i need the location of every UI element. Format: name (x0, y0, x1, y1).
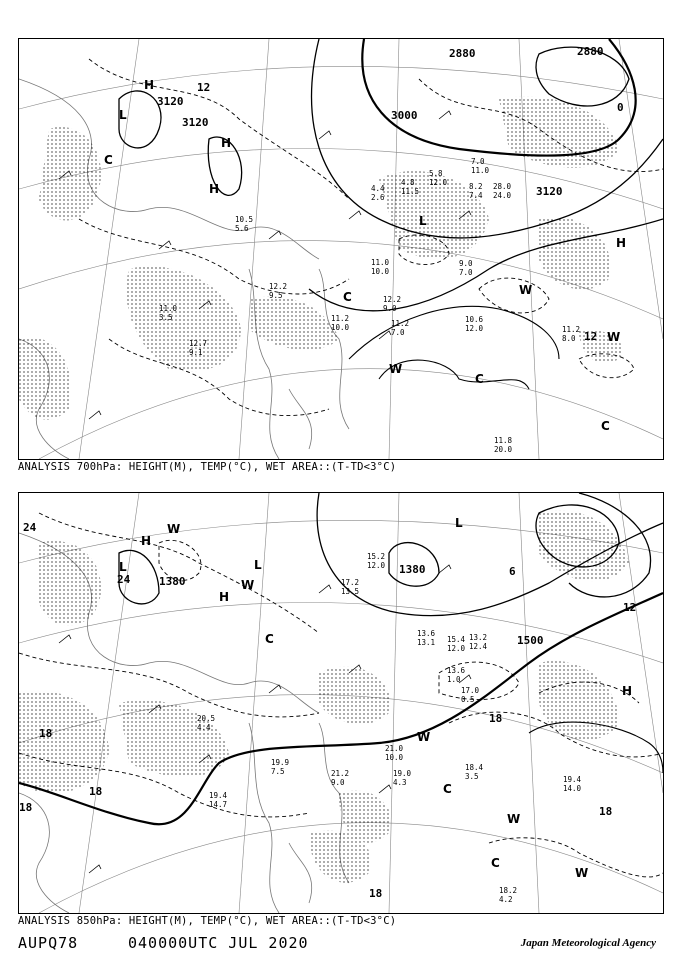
station-temp: 20.5 (197, 714, 216, 723)
station-dewpoint: 12.0 (367, 561, 386, 570)
station-dewpoint: 13.5 (341, 587, 360, 596)
contour-label: 2880 (449, 47, 476, 60)
station-temp: 10.6 (465, 315, 484, 324)
station-dewpoint: 4.3 (393, 778, 407, 787)
station-temp: 19.4 (563, 775, 582, 784)
wind-barbs (59, 565, 471, 873)
station-temp: 17.2 (341, 578, 360, 587)
contour-label: 1380 (399, 563, 426, 576)
contour-label: 1500 (517, 634, 544, 647)
low-marker: L (419, 214, 427, 228)
cold-marker: C (265, 632, 274, 646)
station-dewpoint: 24.0 (493, 191, 512, 200)
isotherm-label: 6 (509, 565, 516, 578)
bulletin-identifier: AUPQ78 (18, 934, 79, 952)
station-dewpoint: 14.0 (563, 784, 582, 793)
isotherm-label: 18 (89, 785, 103, 798)
station-temp: 21.2 (331, 769, 350, 778)
warm-marker: W (607, 330, 621, 344)
high-marker: H (221, 136, 232, 150)
wind-barbs (59, 111, 471, 419)
station-temp: 12.2 (269, 282, 288, 291)
station-temp: 9.0 (459, 259, 473, 268)
station-dewpoint: 9.0 (331, 778, 345, 787)
contour-label: 3120 (182, 116, 209, 129)
warm-marker: W (241, 578, 255, 592)
cold-marker: C (601, 419, 610, 433)
station-dewpoint: 9.5 (269, 291, 283, 300)
station-dewpoint: 12.0 (447, 644, 466, 653)
station-temp: 11.2 (331, 314, 350, 323)
station-dewpoint: 5.6 (235, 224, 249, 233)
station-temp: 15.4 (447, 635, 466, 644)
station-dewpoint: 7.5 (271, 767, 285, 776)
station-dewpoint: 11.0 (471, 166, 490, 175)
wet-areas (19, 510, 629, 882)
contour-label: 1380 (159, 575, 186, 588)
station-temp: 17.0 (461, 686, 480, 695)
station-dewpoint: 0.5 (461, 695, 475, 704)
contour-label: 3120 (536, 185, 563, 198)
low-marker: L (455, 516, 463, 530)
station-dewpoint: 13.1 (417, 638, 436, 647)
analysis-map-850hpa (18, 492, 664, 914)
high-marker: H (209, 182, 220, 196)
isotherm-label: 18 (489, 712, 503, 725)
station-temp: 11.0 (159, 304, 178, 313)
contour-label: 3120 (157, 95, 184, 108)
station-dewpoint: 4.4 (197, 723, 211, 732)
station-temp: 7.0 (471, 157, 485, 166)
station-dewpoint: 2.6 (371, 193, 385, 202)
cold-marker: C (475, 372, 484, 386)
station-temp: 19.0 (393, 769, 412, 778)
cold-marker: C (343, 290, 352, 304)
station-dewpoint: 11.5 (401, 187, 420, 196)
high-marker: H (622, 684, 633, 698)
isotherm-label: 24 (117, 573, 131, 586)
station-temp: 13.6 (447, 666, 466, 675)
station-temp: 11.2 (562, 325, 581, 334)
warm-marker: W (389, 362, 403, 376)
panel-caption-850hpa: ANALYSIS 850hPa: HEIGHT(M), TEMP(°C), WET AREA::(T-TD<3°C) (18, 915, 397, 927)
low-marker: L (254, 558, 262, 572)
station-dewpoint: 12.0 (465, 324, 484, 333)
station-dewpoint: 7.4 (469, 191, 483, 200)
panel-caption-700hpa: ANALYSIS 700hPa: HEIGHT(M), TEMP(°C), WET AREA::(T-TD<3°C) (18, 461, 397, 473)
station-temp: 5.8 (429, 169, 443, 178)
warm-marker: W (507, 812, 521, 826)
station-temp: 12.2 (383, 295, 402, 304)
station-dewpoint: 8.0 (562, 334, 576, 343)
contour-label: 3000 (391, 109, 418, 122)
station-temp: 19.9 (271, 758, 290, 767)
station-dewpoint: 14.7 (209, 800, 228, 809)
station-dewpoint: 10.0 (371, 267, 390, 276)
station-dewpoint: 12.0 (429, 178, 448, 187)
isotherm-label: 12 (197, 81, 211, 94)
high-marker: H (144, 78, 155, 92)
station-dewpoint: 1.0 (447, 675, 461, 684)
station-temp: 19.4 (209, 791, 228, 800)
isotherm-label: 18 (39, 727, 53, 740)
station-dewpoint: 20.0 (494, 445, 513, 454)
cold-marker: C (104, 153, 113, 167)
isotherm-label: 18 (19, 801, 33, 814)
station-temp: 21.0 (385, 744, 404, 753)
height-contour-ridge (349, 306, 559, 359)
station-temp: 18.4 (465, 763, 484, 772)
station-temp: 4.8 (401, 178, 415, 187)
station-dewpoint: 9.0 (383, 304, 397, 313)
station-plots (197, 552, 582, 904)
wet-areas (19, 96, 622, 419)
isotherm-label: 18 (599, 805, 613, 818)
station-dewpoint: 3.5 (159, 313, 173, 322)
warm-marker: W (519, 283, 533, 297)
station-temp: 11.2 (391, 319, 410, 328)
valid-time: 040000UTC JUL 2020 (128, 934, 309, 952)
station-temp: 10.5 (235, 215, 254, 224)
low-marker: L (119, 560, 127, 574)
station-dewpoint: 4.2 (499, 895, 513, 904)
contour-label: 2880 (577, 45, 604, 58)
station-temp: 15.2 (367, 552, 386, 561)
high-marker: H (616, 236, 627, 250)
station-temp: 4.4 (371, 184, 385, 193)
station-dewpoint: 7.0 (391, 328, 405, 337)
station-temp: 11.8 (494, 436, 513, 445)
analysis-map-700hpa (18, 38, 664, 460)
station-dewpoint: 7.0 (459, 268, 473, 277)
station-dewpoint: 10.0 (331, 323, 350, 332)
station-dewpoint: 9.1 (189, 348, 203, 357)
isotherm-label: 12 (623, 601, 637, 614)
warm-marker: W (417, 730, 431, 744)
station-temp: 18.2 (499, 886, 518, 895)
station-dewpoint: 10.0 (385, 753, 404, 762)
map-700hpa-canvas (19, 39, 663, 459)
station-temp: 13.6 (417, 629, 436, 638)
isotherm-label: 24 (23, 521, 37, 534)
agency-name: Japan Meteorological Agency (520, 937, 656, 949)
map-850hpa-canvas (19, 493, 663, 913)
station-temp: 11.0 (371, 258, 390, 267)
station-temp: 13.2 (469, 633, 488, 642)
high-marker: H (141, 534, 152, 548)
isotherm-label: 18 (369, 887, 383, 900)
isotherm-label: 0 (617, 101, 624, 114)
station-temp: 28.0 (493, 182, 512, 191)
station-temp: 12.7 (189, 339, 208, 348)
cold-marker: C (443, 782, 452, 796)
station-temp: 8.2 (469, 182, 483, 191)
station-dewpoint: 12.4 (469, 642, 488, 651)
high-marker: H (219, 590, 230, 604)
isotherm-label: 12 (584, 330, 598, 343)
warm-marker: W (167, 522, 181, 536)
warm-marker: W (575, 866, 589, 880)
low-marker: L (119, 108, 127, 122)
cold-marker: C (491, 856, 500, 870)
station-dewpoint: 3.5 (465, 772, 479, 781)
